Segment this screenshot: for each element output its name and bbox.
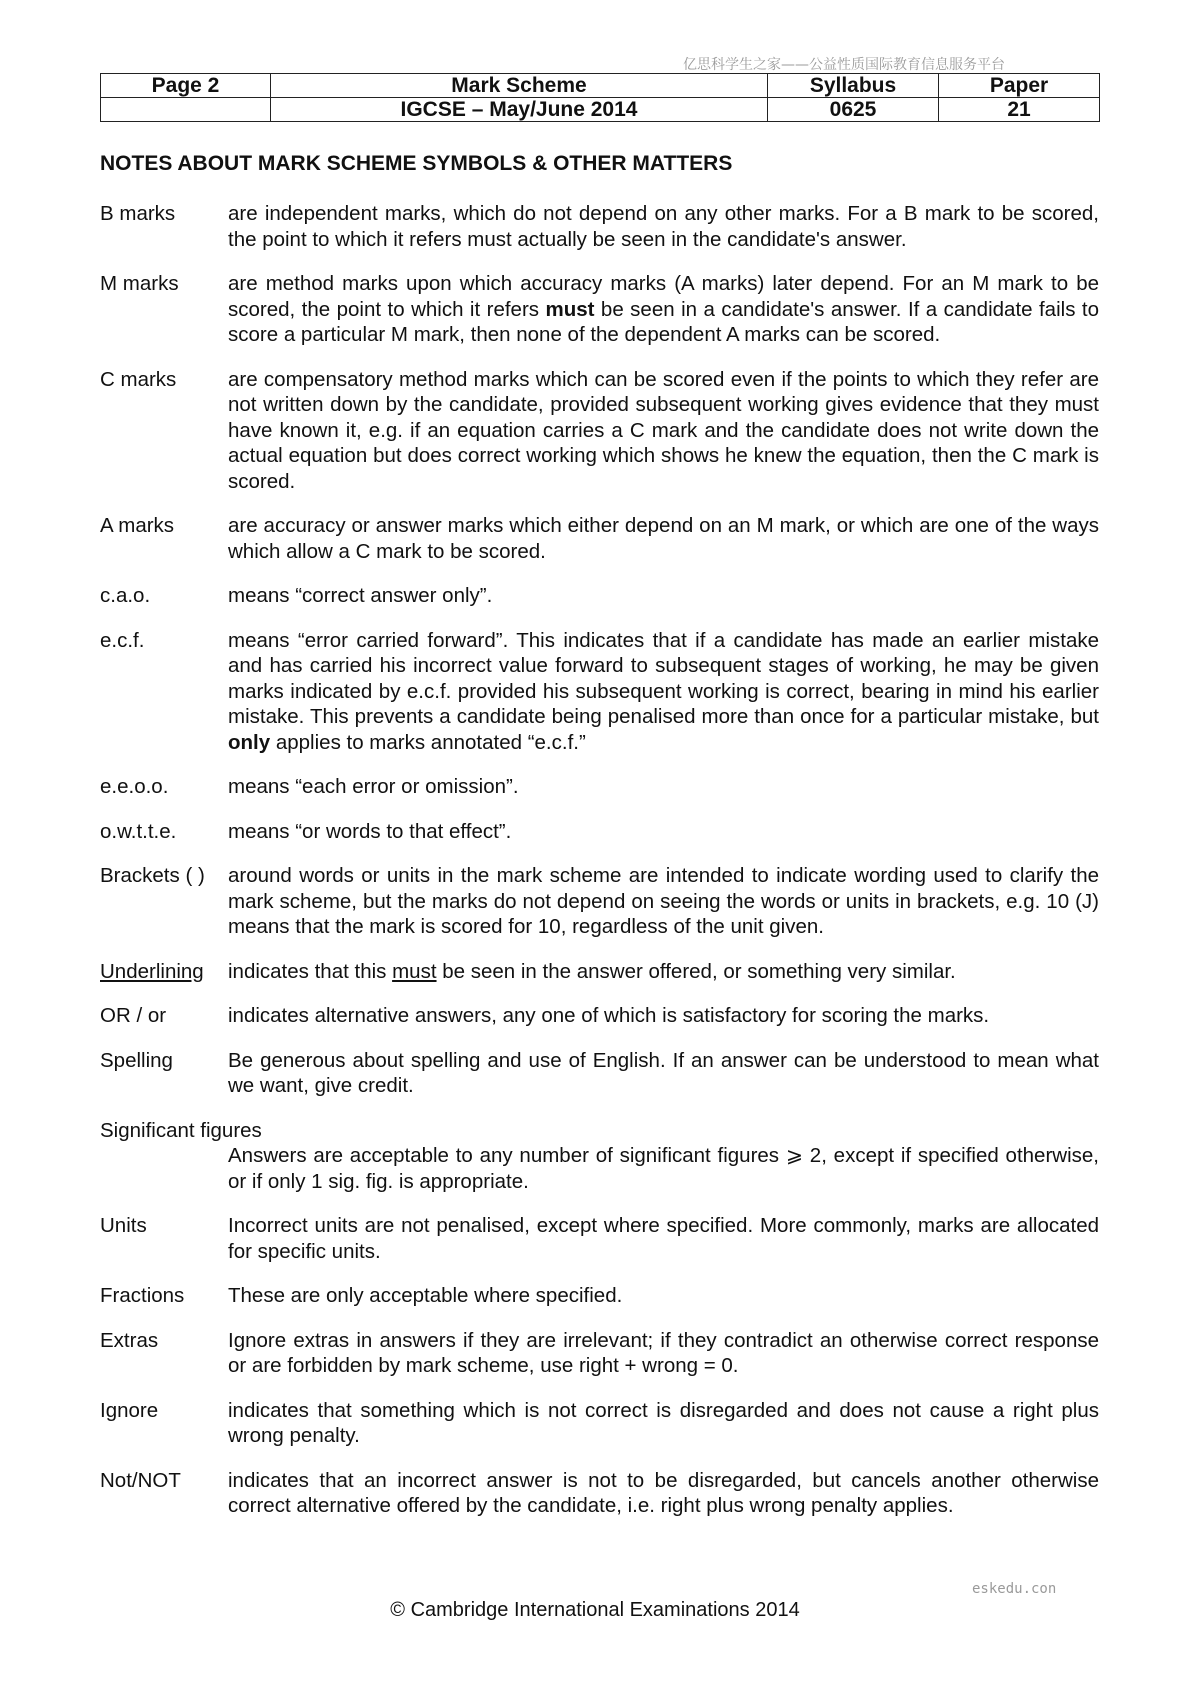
note-term: Underlining bbox=[100, 959, 204, 983]
note-definition: Answers are acceptable to any number of significant figures ⩾ 2, except if specified otherwise, or if only 1 sig. fig. is appropriate. bbox=[228, 1144, 1099, 1193]
note-definition bbox=[228, 271, 1099, 348]
note-definition: around words or units in the mark scheme are intended to indicate wording used to clarify the mark scheme, but the marks do not depend on seeing the words or units in brackets, e.g. 10 (J) means that the mark is scored for 10, regardless of the unit given. bbox=[228, 864, 1099, 938]
section-title: NOTES ABOUT MARK SCHEME SYMBOLS & OTHER MATTERS bbox=[100, 152, 733, 175]
note-term: o.w.t.t.e. bbox=[100, 819, 177, 843]
header-paper-number: 21 bbox=[939, 98, 1100, 122]
note-term: Significant figures bbox=[100, 1118, 262, 1142]
note-m-marks bbox=[100, 271, 1099, 348]
note-emphasis: only bbox=[228, 730, 271, 754]
note-or bbox=[100, 1003, 1099, 1029]
note-ignore bbox=[100, 1398, 1099, 1449]
note-definition: are accuracy or answer marks which either depend on an M mark, or which are one of the ways which allow a C mark to be scored. bbox=[228, 514, 1099, 563]
note-underlined-word: must bbox=[392, 959, 437, 983]
note-owtte bbox=[100, 819, 1099, 845]
header-mark-scheme-label: Mark Scheme bbox=[271, 74, 768, 98]
watermark-bottom: eskedu.con bbox=[972, 1581, 1057, 1597]
note-definition bbox=[228, 628, 1099, 756]
header-row-2 bbox=[101, 98, 1100, 122]
note-underlining bbox=[100, 959, 1099, 985]
note-a-marks bbox=[100, 513, 1099, 564]
note-term: Units bbox=[100, 1214, 147, 1237]
note-term: A marks bbox=[100, 514, 175, 537]
header-exam-session: IGCSE – May/June 2014 bbox=[271, 98, 768, 122]
note-definition: Incorrect units are not penalised, except where specified. More commonly, marks are allocated for specific units. bbox=[228, 1214, 1099, 1263]
note-c-marks bbox=[100, 367, 1099, 495]
note-definition: Be generous about spelling and use of English. If an answer can be understood to mean what we want, give credit. bbox=[228, 1048, 1099, 1097]
note-definition: These are only acceptable where specified. bbox=[228, 1284, 623, 1307]
note-definition: are independent marks, which do not depend on any other marks. For a B mark to be scored, the point to which it refers must actually be seen in the candidate's answer. bbox=[228, 202, 1099, 251]
note-not bbox=[100, 1468, 1099, 1519]
note-cao bbox=[100, 583, 1099, 609]
note-definition: indicates alternative answers, any one of which is satisfactory for scoring the marks. bbox=[228, 1004, 990, 1027]
note-definition: means “correct answer only”. bbox=[228, 584, 493, 607]
note-term: OR / or bbox=[100, 1004, 167, 1027]
note-term: M marks bbox=[100, 272, 179, 295]
header-syllabus-code: 0625 bbox=[768, 98, 939, 122]
note-term: Not/NOT bbox=[100, 1468, 181, 1492]
note-term: Extras bbox=[100, 1328, 159, 1352]
note-ecf bbox=[100, 628, 1099, 756]
note-emphasis: must bbox=[545, 297, 595, 321]
note-brackets bbox=[100, 863, 1099, 940]
note-term: e.e.o.o. bbox=[100, 775, 169, 798]
note-term: B marks bbox=[100, 202, 176, 225]
note-eeoo bbox=[100, 774, 1099, 800]
note-definition-part: be seen in the answer offered, or something very similar. bbox=[436, 959, 956, 983]
note-spelling bbox=[100, 1048, 1099, 1099]
note-definition: Ignore extras in answers if they are irrelevant; if they contradict an otherwise correct response or are forbidden by mark scheme, use right + wrong = 0. bbox=[228, 1328, 1099, 1377]
note-extras bbox=[100, 1328, 1099, 1379]
note-term: e.c.f. bbox=[100, 628, 145, 652]
note-units bbox=[100, 1213, 1099, 1264]
note-definition-part: applies to marks annotated “e.c.f.” bbox=[270, 730, 586, 754]
header-paper-label: Paper bbox=[939, 74, 1100, 98]
note-term: Spelling bbox=[100, 1048, 173, 1072]
note-definition-part: be seen in a candidate's answer. If a candidate fails to score a particular M mark, then none of the dependent A marks can be scored. bbox=[228, 297, 1099, 346]
note-term: c.a.o. bbox=[100, 584, 151, 607]
note-definition-part: indicates that this bbox=[228, 959, 393, 983]
header-table bbox=[100, 73, 1100, 122]
note-definition: means “each error or omission”. bbox=[228, 775, 519, 798]
note-definition-part: means “error carried forward”. This indicates that if a candidate has made an earlier mistake and has carried his incorrect value forward to subsequent stages of working, he may be given marks indicated by e.c.f. provided his subsequent working is correct, bearing in mind his earlier mistake. This prevents a candidate being penalised more than once for a particular mistake, but bbox=[228, 628, 1099, 728]
note-term: Fractions bbox=[100, 1284, 185, 1307]
note-fractions bbox=[100, 1283, 1099, 1309]
watermark-top: 亿思科学生之家——公益性质国际教育信息服务平台 bbox=[683, 57, 1005, 73]
note-definition bbox=[228, 959, 1099, 985]
note-definition: indicates that something which is not correct is disregarded and does not cause a right plus wrong penalty. bbox=[228, 1398, 1099, 1447]
note-term: Brackets ( ) bbox=[100, 864, 205, 887]
note-term: C marks bbox=[100, 367, 177, 391]
note-significant-figures bbox=[100, 1118, 1099, 1195]
header-syllabus-label: Syllabus bbox=[768, 74, 939, 98]
note-definition: means “or words to that effect”. bbox=[228, 819, 512, 843]
note-definition-part: are method marks upon which accuracy marks (A marks) later depend. For an M mark to be scored, the point to which it refers bbox=[228, 272, 1099, 321]
header-empty-cell bbox=[101, 98, 271, 122]
note-b-marks bbox=[100, 201, 1099, 252]
note-definition: indicates that an incorrect answer is not to be disregarded, but cancels another otherwise correct alternative offered by the candidate, i.e. right plus wrong penalty applies. bbox=[228, 1468, 1099, 1517]
note-term: Ignore bbox=[100, 1398, 159, 1422]
header-row-1 bbox=[101, 74, 1100, 98]
notes-list bbox=[100, 201, 1099, 1538]
footer-copyright: © Cambridge International Examinations 2014 bbox=[390, 1599, 800, 1621]
header-page-label: Page 2 bbox=[101, 74, 271, 98]
note-definition: are compensatory method marks which can be scored even if the points to which they refer are not written down by the candidate, provided subsequent working gives evidence that they must have known it, e.g. if an equation carries a C mark and the candidate does not write down the actual equation but does correct working which shows he knew the equation, then the C mark is scored. bbox=[228, 367, 1099, 493]
